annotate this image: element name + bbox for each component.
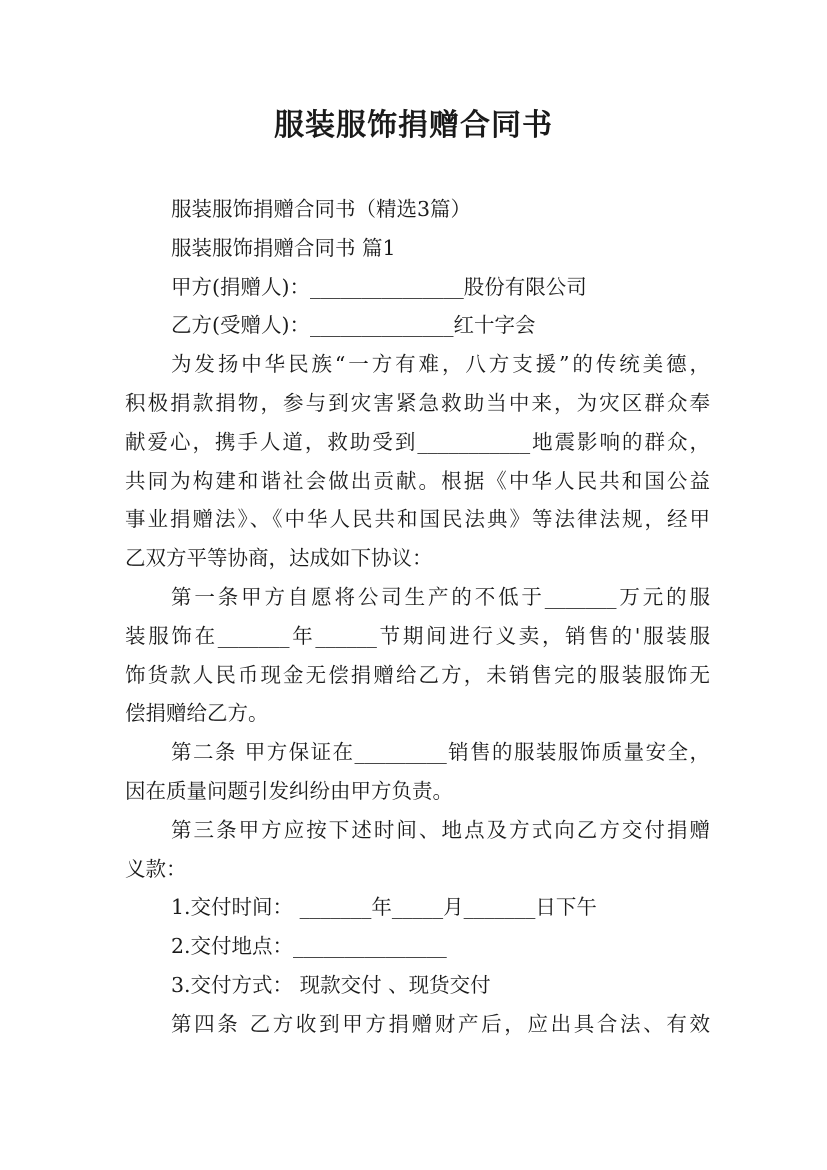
delivery-place-line: 2.交付地点：_______________ (171, 934, 447, 959)
paragraph-line: 献爱心，携手人道，救助受到___________地震影响的群众， (125, 429, 710, 454)
article-2-line: 因在质量问题引发纠纷由甲方负责。 (125, 778, 453, 803)
section-heading: 服装服饰捐赠合同书 篇1 (171, 235, 396, 260)
document-body (125, 190, 710, 1044)
paragraph-line: 共同为构建和谐社会做出贡献。根据《中华人民共和国公益 (125, 468, 710, 493)
paragraph-line: 为发扬中华民族“一方有难，八方支援”的传统美德， (171, 352, 710, 377)
article-1-line: 装服饰在_______年______节期间进行义卖，销售的'服装服 (125, 623, 710, 648)
paragraph-line: 积极捐款捐物，参与到灾害紧急救助当中来，为灾区群众奉 (125, 390, 710, 415)
paragraph-line: 乙双方平等协商，达成如下协议： (125, 546, 433, 571)
subtitle-line: 服装服饰捐赠合同书（精选3篇） (171, 197, 472, 221)
paragraph-line: 事业捐赠法》、《中华人民共和国民法典》等法律法规，经甲 (125, 507, 710, 532)
article-3-line: 义款： (125, 856, 187, 881)
delivery-method-line: 3.交付方式： 现款交付 、现货交付 (171, 972, 491, 997)
article-2-line: 第二条 甲方保证在_________销售的服装服饰质量安全， (171, 740, 710, 765)
party-b-line: 乙方(受赠人)：______________红十字会 (171, 313, 536, 338)
article-4-line: 第四条 乙方收到甲方捐赠财产后，应出具合法、有效 (171, 1011, 710, 1036)
article-3-line: 第三条甲方应按下述时间、地点及方式向乙方交付捐赠 (171, 817, 710, 842)
document-title: 服装服饰捐赠合同书 (274, 108, 553, 143)
article-1-line: 饰货款人民币现金无偿捐赠给乙方，未销售完的服装服饰无 (125, 662, 710, 687)
delivery-time-line: 1.交付时间： _______年_____月_______日下午 (171, 895, 597, 920)
article-1-line: 第一条甲方自愿将公司生产的不低于_______万元的服 (171, 584, 710, 609)
article-1-line: 偿捐赠给乙方。 (125, 701, 269, 726)
party-a-line: 甲方(捐赠人)：_______________股份有限公司 (171, 274, 587, 299)
